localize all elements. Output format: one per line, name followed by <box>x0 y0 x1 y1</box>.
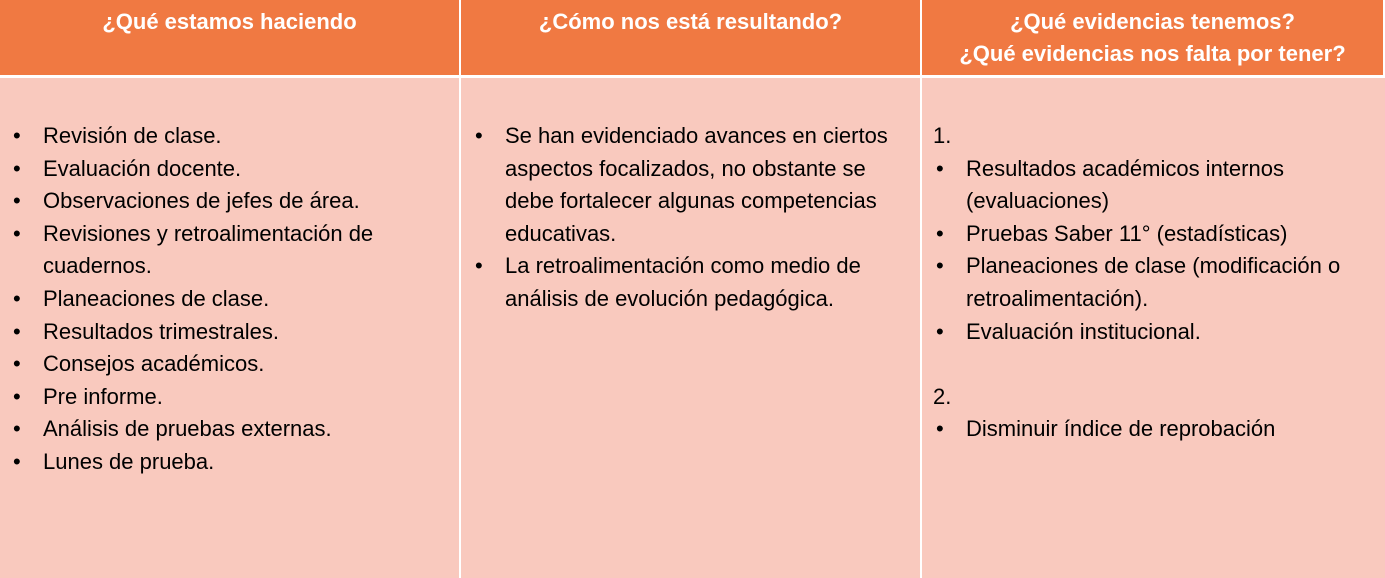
list-item: • Pre informe. <box>0 381 459 414</box>
results-list <box>461 120 920 316</box>
list-item: • Resultados académicos internos (evaluaciones) <box>922 153 1385 218</box>
list-item: • Lunes de prueba. <box>0 446 459 479</box>
cell-evidencias <box>922 78 1385 578</box>
header-line: ¿Qué evidencias nos falta por tener? <box>959 41 1346 66</box>
activities-list <box>0 120 459 479</box>
list-item: • Planeaciones de clase. <box>0 283 459 316</box>
list-item: • Resultados trimestrales. <box>0 316 459 349</box>
list-item: • Planeaciones de clase (modificación o retroalimentación). <box>922 250 1385 315</box>
spacer <box>922 348 1385 381</box>
list-item: • Revisión de clase. <box>0 120 459 153</box>
cell-actividades <box>0 78 461 578</box>
list-item: • La retroalimentación como medio de análisis de evolución pedagógica. <box>461 250 920 315</box>
list-item: • Observaciones de jefes de área. <box>0 185 459 218</box>
list-item: • Evaluación docente. <box>0 153 459 186</box>
header-line: ¿Qué estamos haciendo <box>102 9 357 34</box>
section-number: 1. <box>933 123 952 148</box>
header-line: ¿Cómo nos está resultando? <box>538 9 843 34</box>
list-item: • Análisis de pruebas externas. <box>0 413 459 446</box>
list-item: • Revisiones y retroalimentación de cuadernos. <box>0 218 459 283</box>
header-line: ¿Qué evidencias tenemos? <box>1010 9 1295 34</box>
list-item: • Se han evidenciado avances en ciertos aspectos focalizados, no obstante se debe fortalecer algunas competencias educativas. <box>461 120 920 250</box>
list-item: • Pruebas Saber 11° (estadísticas) <box>922 218 1385 251</box>
evidence-list-2 <box>922 413 1385 446</box>
evidence-list-1 <box>922 153 1385 349</box>
header-que-estamos-haciendo <box>0 0 461 78</box>
header-como-nos-esta-resultando <box>461 0 922 78</box>
header-evidencias <box>922 0 1385 78</box>
list-item: • Consejos académicos. <box>0 348 459 381</box>
list-item: • Evaluación institucional. <box>922 316 1385 349</box>
list-item: • Disminuir índice de reprobación <box>922 413 1385 446</box>
section-number: 2. <box>933 383 952 409</box>
cell-resultados <box>461 78 922 578</box>
